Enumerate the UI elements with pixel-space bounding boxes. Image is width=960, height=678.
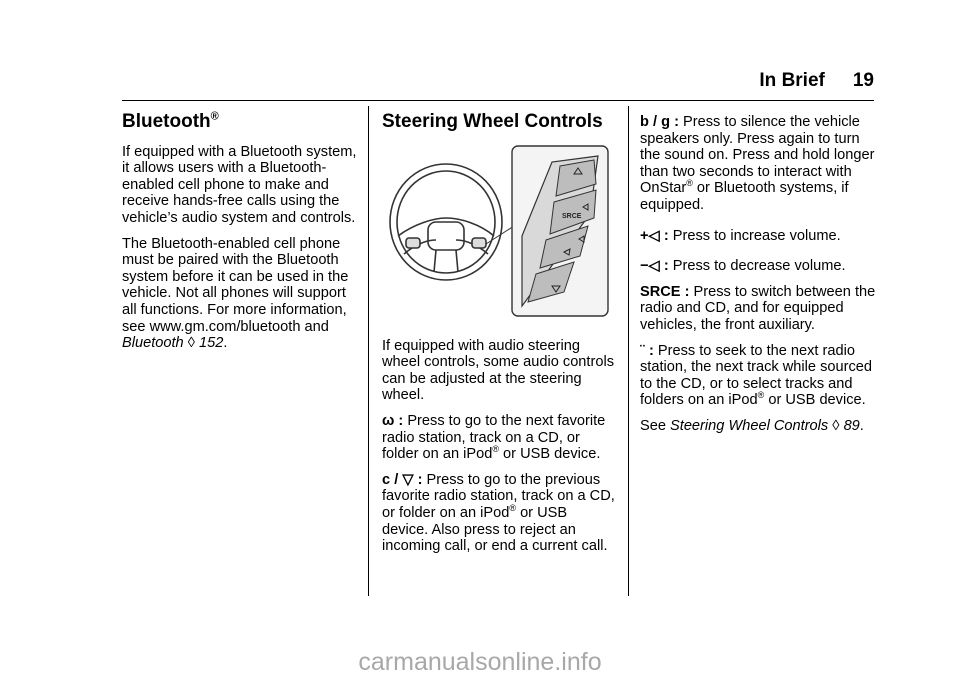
watermark: carmanualsonline.info bbox=[358, 648, 602, 676]
volume-up-icon: ◁ bbox=[648, 227, 660, 244]
page-number: 19 bbox=[852, 70, 874, 91]
control-item-next-favorite: ω : Press to go to the next favorite radio station, track on a CD, or folder on an iPod® or USB device. bbox=[382, 412, 606, 463]
steering-wheel-illustration bbox=[390, 164, 502, 280]
reject-call-icon: c bbox=[382, 471, 391, 488]
previous-favorite-icon: ▽ bbox=[402, 471, 414, 488]
steering-wheel-figure bbox=[384, 144, 610, 320]
volume-down-icon: ◁ bbox=[648, 258, 660, 275]
favorite-next-icon: ω bbox=[382, 412, 395, 429]
bluetooth-xref-page[interactable]: 152 bbox=[199, 335, 224, 352]
control-item-volume-up: +◁ : Press to increase volume. bbox=[640, 227, 841, 244]
column-bluetooth bbox=[122, 106, 358, 361]
control-item-volume-down: −◁ : Press to decrease volume. bbox=[640, 258, 846, 275]
srce-label: SRCE bbox=[640, 283, 681, 300]
column-steering-wheel-controls bbox=[382, 106, 616, 564]
header-rule bbox=[122, 100, 874, 101]
section-title: In Brief bbox=[759, 70, 825, 91]
bluetooth-heading: Bluetooth® bbox=[122, 110, 219, 132]
column-divider-1 bbox=[368, 106, 369, 596]
steering-wheel-heading: Steering Wheel Controls bbox=[382, 111, 603, 132]
seek-next-icon: ¨ bbox=[640, 342, 645, 359]
bluetooth-paragraph-2: The Bluetooth-enabled cell phone must be paired with the Bluetooth system before it can be used in the vehicle. Not all phones will support all functions. For more information, see www.gm.com/bluetooth and Bluetooth ◊ 152. bbox=[122, 235, 349, 352]
xref-icon: ◊ bbox=[832, 417, 840, 434]
steering-wheel-xref-link[interactable]: Steering Wheel Controls bbox=[670, 417, 829, 434]
mute-icon: b bbox=[640, 114, 649, 130]
page-header bbox=[759, 70, 874, 92]
xref-icon: ◊ bbox=[187, 335, 195, 352]
control-item-previous-favorite: c / ▽ : Press to go to the previous favorite radio station, track on a CD, or folder on an iPod® or USB device. Also press to reject an incoming call, or end a current call. bbox=[382, 471, 615, 555]
control-item-seek: ¨ : Press to seek to the next radio station, the next track while sourced to the CD, or to select tracks and folders on an iPod® or USB device. bbox=[640, 342, 872, 409]
bluetooth-xref-link[interactable]: Bluetooth bbox=[122, 335, 184, 352]
control-item-srce: SRCE : Press to switch between the radio and CD, and for equipped vehicles, the front auxiliary. bbox=[640, 283, 876, 333]
svg-text:SRCE: SRCE bbox=[562, 212, 582, 220]
steering-wheel-xref-page[interactable]: 89 bbox=[843, 417, 860, 434]
column-controls-continued bbox=[640, 106, 876, 444]
steering-wheel-intro: If equipped with audio steering wheel controls, some audio controls can be adjusted at the steering wheel. bbox=[382, 337, 614, 404]
bluetooth-paragraph-1: If equipped with a Bluetooth system, it allows users with a Bluetooth-enabled cell phone to make and receive hands-free calls using the vehicle’s audio system and controls. bbox=[122, 143, 357, 226]
voice-icon: g bbox=[661, 114, 671, 130]
column-divider-2 bbox=[628, 106, 629, 596]
see-also: See Steering Wheel Controls ◊ 89. bbox=[640, 417, 864, 434]
control-item-mute: b / g : Press to silence the vehicle speakers only. Press again to turn the sound on. Press and hold longer than two seconds to interact with OnStar® or Bluetooth systems, if equipped. bbox=[640, 114, 875, 213]
